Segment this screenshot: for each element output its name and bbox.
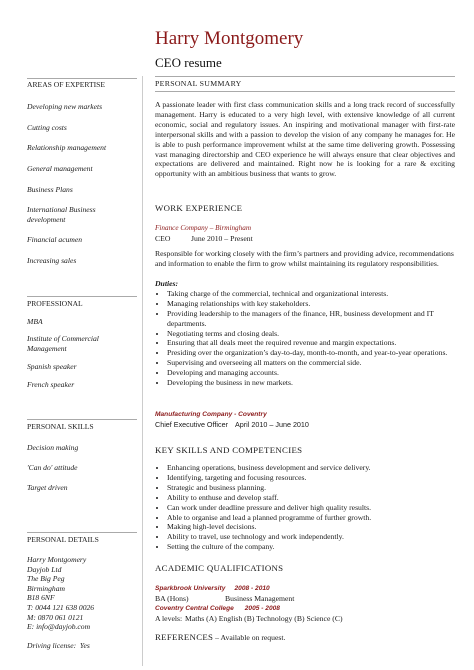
expertise-item: Cutting costs <box>27 123 67 132</box>
expertise-item: General management <box>27 164 93 173</box>
professional-list <box>27 317 137 390</box>
duties-list <box>155 289 455 388</box>
professional-heading: PROFESSIONAL <box>27 299 83 308</box>
expertise-item: International Business development <box>27 205 96 224</box>
references <box>155 633 455 643</box>
email-line: E: info@dayjob.com <box>27 622 91 632</box>
job-1-duties <box>155 279 455 388</box>
skill-item: • Enhancing operations, business development and service delivery. <box>167 463 455 473</box>
professional-item: Institute of Commercial Management <box>27 334 99 353</box>
college-line: Coventry Central College 2005 - 2008 <box>155 604 280 612</box>
title-rule <box>155 76 455 77</box>
expertise-item: Business Plans <box>27 185 73 194</box>
duties-label: Duties: <box>155 279 179 288</box>
skill-item: • Strategic and business planning. <box>167 483 455 493</box>
duty-item: • Providing leadership to the managers of the finance, HR, business development and IT departments. <box>167 309 455 329</box>
driving-license <box>27 641 137 651</box>
duty-item: • Ensuring that all deals meet the required revenue and margin expectations. <box>167 338 455 348</box>
contact-details <box>27 555 137 632</box>
duty-item: • Taking charge of the commercial, technical and organizational interests. <box>167 289 455 299</box>
professional-item: French speaker <box>27 380 75 389</box>
personal-skill-item: 'Can do' attitude <box>27 463 78 472</box>
personal-skill-item: Target driven <box>27 483 68 492</box>
duty-item: • Managing relationships with key stakeholders. <box>167 299 455 309</box>
expertise-rule <box>27 78 137 79</box>
skill-item: • Able to organise and lead a planned programme of further growth. <box>167 513 455 523</box>
summary-heading: PERSONAL SUMMARY <box>155 79 242 88</box>
work-experience-heading: WORK EXPERIENCE <box>155 203 243 213</box>
job-2-dates: April 2010 – June 2010 <box>235 419 309 429</box>
job-1 <box>155 224 455 244</box>
duty-item: • Supervising and overseeing all matters on the commercial side. <box>167 358 455 368</box>
references-heading: REFERENCES <box>155 632 214 642</box>
expertise-heading: AREAS OF EXPERTISE <box>27 80 106 89</box>
skill-item: • Making high-level decisions. <box>167 522 455 532</box>
expertise-item: Developing new markets <box>27 102 103 111</box>
academic-heading: ACADEMIC QUALIFICATIONS <box>155 563 284 573</box>
professional-item: MBA <box>27 317 43 326</box>
duty-item: • Developing and managing accounts. <box>167 368 455 378</box>
job-2-role: Chief Executive Officer <box>155 419 228 429</box>
phone-line: T: 0044 121 638 0026 <box>27 602 95 612</box>
alevels-row <box>155 614 455 624</box>
job-1-role: CEO <box>155 233 171 243</box>
driving-license-text: Driving license: Yes <box>27 641 90 650</box>
duty-item: • Presiding over the organization’s day-to-day, month-to-month, and year-to-year operations. <box>167 348 455 358</box>
contact-line: Dayjob Ltd <box>27 564 62 574</box>
skill-item: • Ability to travel, use technology and work independently. <box>167 532 455 542</box>
degree-type: BA (Hons) <box>155 593 189 603</box>
skill-item: • Ability to enthuse and develop staff. <box>167 493 455 503</box>
job-2-role-row <box>155 420 455 430</box>
expertise-item: Increasing sales <box>27 256 77 265</box>
key-skills-list <box>155 463 455 552</box>
resume-title: CEO resume <box>155 55 222 70</box>
personal-skills-heading: PERSONAL SKILLS <box>27 422 94 431</box>
duty-item: • Negotiating terms and closing deals. <box>167 329 455 339</box>
job-2-company: Manufacturing Company - Coventry <box>155 411 267 418</box>
skill-item: • Identifying, targeting and focusing resources. <box>167 473 455 483</box>
summary-rule <box>155 91 455 92</box>
personal-skill-item: Decision making <box>27 443 79 452</box>
job-1-role-row <box>155 234 455 244</box>
skill-item: • Setting the culture of the company. <box>167 542 455 552</box>
alevels-label: A levels: <box>155 613 183 623</box>
job-1-company: Finance Company – Birmingham <box>155 224 252 232</box>
job-1-description: Responsible for working closely with the firm’s partners and providing advice, recommendations and information to enable the firm to grow whilst maintaining its regulatory responsibilities. <box>155 249 454 268</box>
key-skills <box>155 463 455 552</box>
key-skills-heading: KEY SKILLS AND COMPETENCIES <box>155 445 303 455</box>
personal-skills-list <box>27 443 137 493</box>
contact-line: B18 6NF <box>27 593 55 603</box>
professional-rule <box>27 296 137 297</box>
alevels-grades: Maths (A) English (B) Technology (B) Science (C) <box>185 613 343 623</box>
details-rule <box>27 532 137 533</box>
job-1-dates: June 2010 – Present <box>191 233 253 243</box>
personal-details-heading: PERSONAL DETAILS <box>27 535 99 544</box>
expertise-list <box>27 102 137 266</box>
professional-item: Spanish speaker <box>27 362 77 371</box>
education <box>155 584 455 624</box>
duty-item: • Developing the business in new markets. <box>167 378 455 388</box>
references-text: – Available on request. <box>215 633 286 642</box>
contact-line: Birmingham <box>27 583 65 593</box>
contact-line: Harry Montgomery <box>27 555 87 564</box>
university-line: Sparkbrook University 2008 - 2010 <box>155 585 270 592</box>
skill-item: • Can work under deadline pressure and deliver high quality results. <box>167 503 455 513</box>
contact-line: The Big Peg <box>27 574 65 584</box>
expertise-item: Financial acumen <box>27 235 83 244</box>
expertise-item: Relationship management <box>27 143 107 152</box>
mobile-line: M: 0870 061 0121 <box>27 612 84 622</box>
degree-subject: Business Management <box>225 593 295 603</box>
skills-side-rule <box>27 419 137 420</box>
column-divider <box>142 76 143 666</box>
summary-text: A passionate leader with first class communication skills and a long track record of successfully management. Harry is educated to a very high level, with extensive knowledge of all current economic, social and regulatory issues. An inspiring and motivational manager with first-rate interpersonal skills and with a passion to develop the vision of any company he manages for. He is able to push performance improvement whilst at the same time delivering growth. Possessing vast managing directorship and CEO experience he will always ensure that clear objectives and expectations are delivered and maintained. Right now he is looking for a rare & exciting opportunity with an ambitious business that wants to grow. <box>155 100 455 179</box>
degree-row <box>155 594 455 604</box>
job-2 <box>155 410 455 430</box>
resume-name: Harry Montgomery <box>155 28 304 49</box>
